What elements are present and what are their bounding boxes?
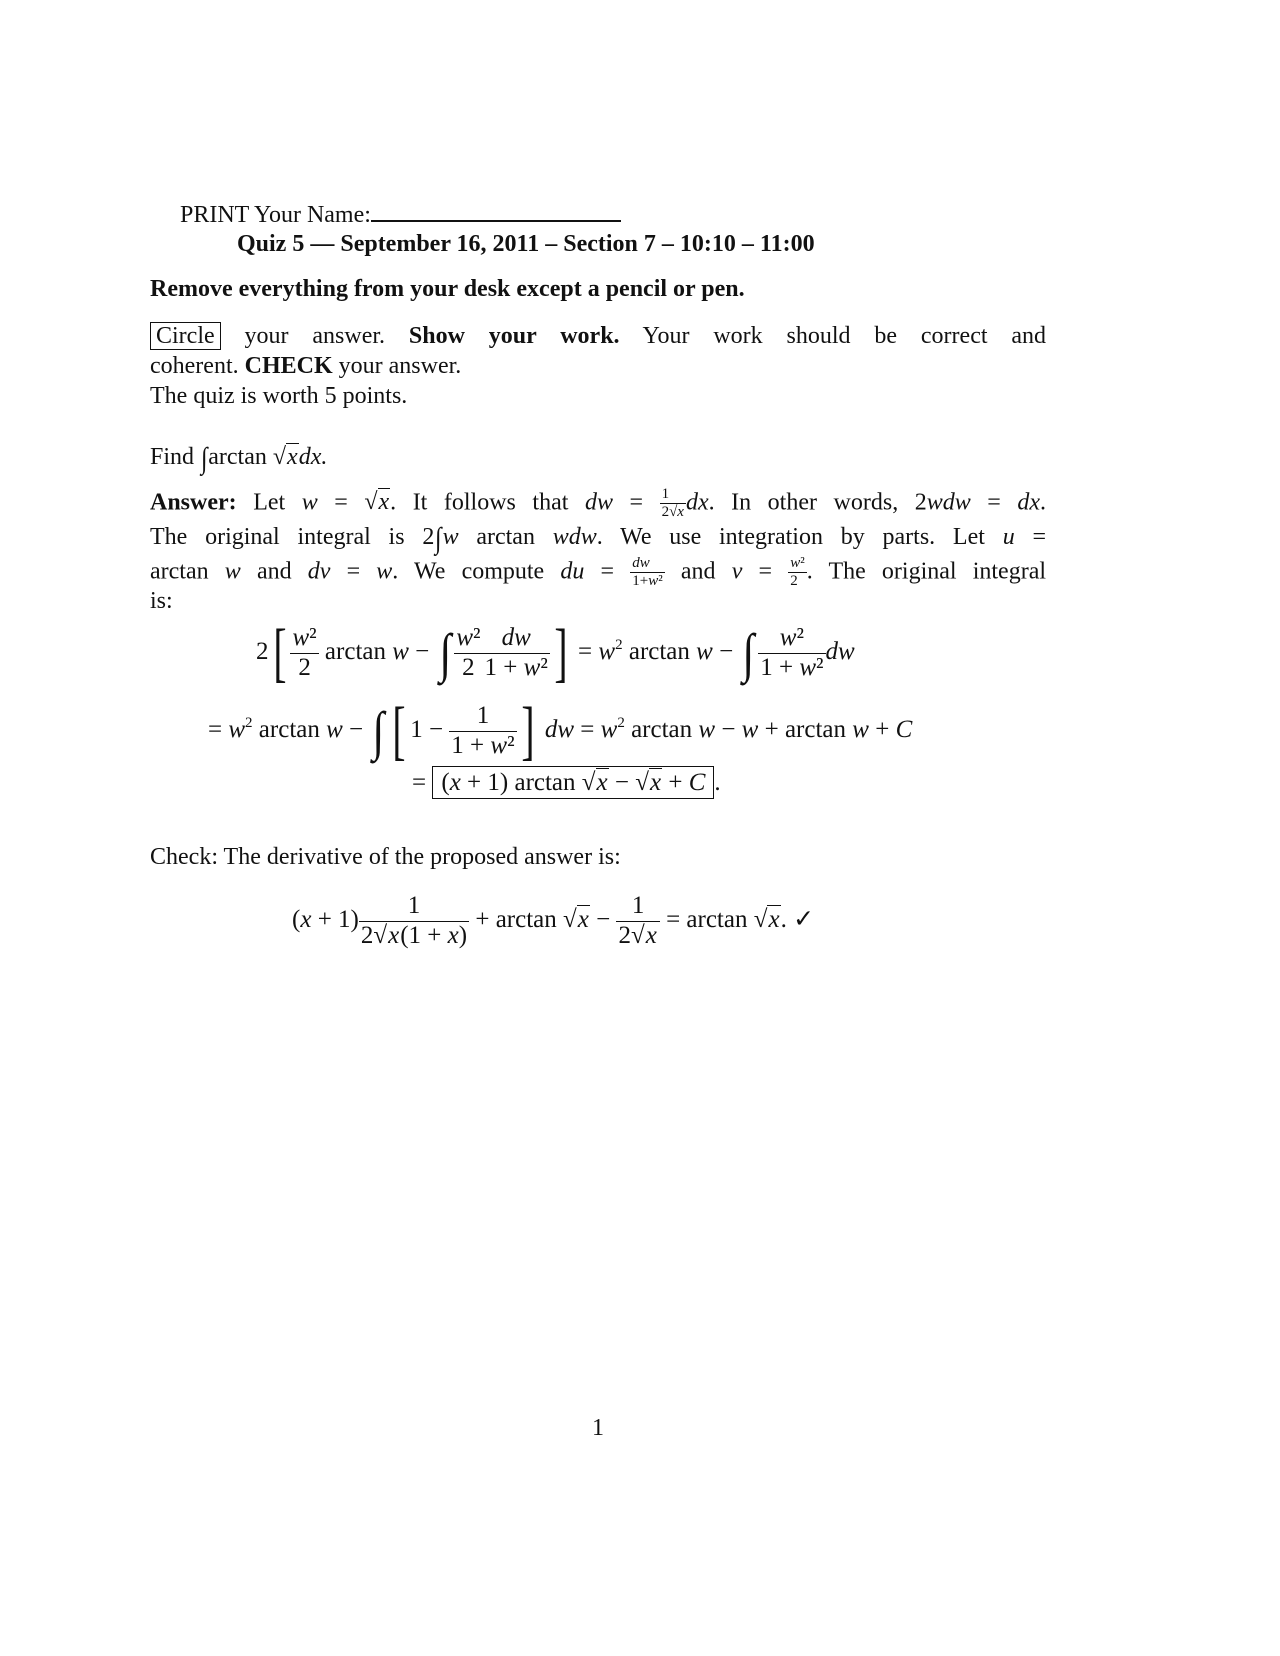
v-fraction: $\frac{\text{w²}}{2}$	[790, 555, 805, 590]
equation-line-1: 2[ $\frac{\text{w²}}{2}$ arctan w − ∫ $\frac{\text{w²}}{2}$ $\frac{dw}{\text{1 + w²}}$ ] = $w^2$ arctan w − ∫ $\frac{\text{w²}}{\text{1 + w²}}$ dw	[256, 616, 855, 690]
eq1-frac-a: $\frac{\text{w²}}{2}$	[292, 624, 317, 681]
work-correct-text: Your work should be correct and	[642, 323, 1047, 349]
check-rest-text: your answer.	[338, 353, 462, 379]
equation-line-3: = (x + 1) arctan √x − √x + C .	[412, 768, 721, 798]
problem-statement	[150, 442, 327, 474]
answer-label: Answer:	[150, 489, 237, 516]
answer-line-2: The original integral is 2∫w arctan wdw. We use integration by parts. Let u =	[150, 522, 1046, 555]
show-work-text: Show your work.	[408, 323, 620, 349]
find-text: Find	[150, 444, 195, 470]
derivative-equation: (x + 1) $\frac{1}{2√x(1 + x)}$ + arctan √x − $\frac{1}{2√x}$ = arctan √x. ✓	[292, 892, 815, 949]
remove-instruction: Remove everything from your desk except a pencil or pen.	[150, 276, 745, 302]
answer-line-1: Answer: Let w = √x. It follows that dw = $\frac{1}{2√x}$ dx. In other words, 2wdw = dx.	[150, 486, 1046, 521]
check-emphasis: CHECK	[244, 353, 333, 379]
original-integral-text-2: The original integral	[828, 558, 1047, 585]
instruction-line-1	[150, 321, 1046, 351]
circle-box: Circle	[150, 322, 221, 350]
arctan-text: arctan	[208, 444, 267, 470]
we-compute-text: We compute	[414, 558, 545, 585]
title-dash: —	[310, 231, 335, 257]
name-line	[180, 198, 621, 230]
original-integral-text: The original integral is 2	[150, 524, 435, 550]
quiz-title: Quiz 5 — September 16, 2011 – Section 7 – 10:10 – 11:00	[237, 231, 815, 257]
name-blank	[371, 198, 621, 222]
quiz-number: Quiz 5	[237, 231, 305, 257]
is-text: is:	[150, 588, 173, 614]
page-number: 1	[592, 1415, 604, 1441]
dx-text: dx.	[298, 444, 328, 470]
answer-line-3: arctan w and dv = w. We compute du = $\frac{dw}{\text{1+w²}}$ and v = $\frac{\text{w²}}{2}$ . The original integral	[150, 555, 1047, 590]
quiz-section: Section 7	[563, 231, 656, 257]
integral-sign: ∫	[200, 442, 208, 475]
dw-fraction: $\frac{1}{2√x}$	[661, 486, 684, 521]
let-text: Let	[253, 489, 286, 516]
sqrt-x: √x	[272, 444, 298, 470]
final-answer-box: (x + 1) arctan √x − √x + C	[432, 766, 714, 799]
time-start: 10:10	[679, 231, 736, 257]
checkmark-icon: ✓	[793, 906, 815, 933]
du-fraction: $\frac{dw}{\text{1+w²}}$	[632, 555, 663, 590]
we-use-text: We use integration by parts. Let	[620, 524, 985, 550]
check-text: Check: The derivative of the proposed answer is:	[150, 844, 621, 870]
and-text-1: and	[256, 558, 292, 585]
follows-text: It follows that	[412, 489, 569, 516]
and-text-2: and	[680, 558, 716, 585]
time-end: 11:00	[759, 231, 815, 257]
your-answer-text: your answer.	[244, 323, 386, 349]
worth-text: The quiz is worth 5 points.	[150, 383, 408, 409]
coherent-text: coherent.	[150, 353, 239, 379]
equation-line-2: = $w^2$ arctan w − ∫ [ 1 − $\frac{1}{\text{1 + w²}}$ ] dw = $w^2$ arctan w − w + arctan w + C	[208, 694, 913, 768]
quiz-date: September 16, 2011	[340, 231, 540, 257]
other-words-text: In other words,	[731, 489, 899, 516]
instruction-line-2	[150, 351, 461, 381]
name-label: PRINT Your Name:	[180, 202, 371, 228]
